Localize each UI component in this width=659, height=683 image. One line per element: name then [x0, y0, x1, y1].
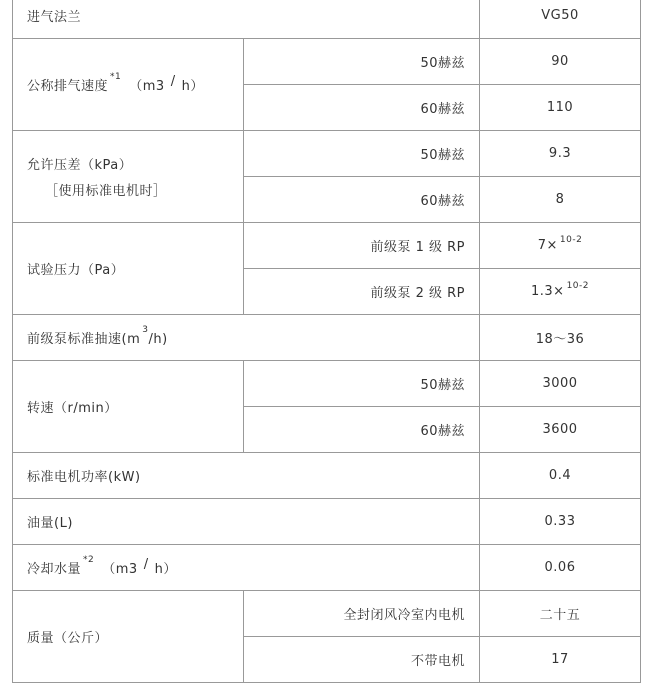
motor-power-value: 0.4 — [480, 453, 641, 499]
rotation-freq-60: 60赫兹 — [244, 407, 480, 453]
unit-slash: / — [143, 557, 149, 572]
cooling-water-label-text: 冷却水量 — [27, 562, 82, 577]
test-pressure-exp-2: 10-2 — [566, 281, 590, 291]
backing-speed-label — [13, 315, 480, 361]
mass-motor-2: 不带电机 — [244, 637, 480, 683]
backing-speed-label-text: 前级泵标准抽速(m — [27, 332, 141, 347]
pumping-speed-value-60: 110 — [480, 85, 641, 131]
unit-open: （m3 — [102, 562, 138, 577]
pressure-diff-value-60: 8 — [480, 177, 641, 223]
table-row — [13, 591, 641, 637]
note-marker: *2 — [83, 555, 95, 565]
test-pressure-label: 试验压力（Pa） — [13, 223, 244, 315]
cooling-water-value: 0.06 — [480, 545, 641, 591]
pressure-diff-freq-50: 50赫兹 — [244, 131, 480, 177]
pressure-diff-label-note: ［使用标准电机时］ — [45, 184, 167, 199]
test-pressure-base-1: 7× — [537, 238, 558, 253]
oil-label: 油量(L) — [13, 499, 480, 545]
pressure-diff-label-text: 允许压差（kPa） — [27, 158, 133, 173]
mass-value-1: 二十五 — [480, 591, 641, 637]
pumping-speed-label-text: 公称排气速度 — [27, 79, 109, 94]
test-pressure-base-2: 1.3× — [531, 284, 565, 299]
note-marker: *1 — [110, 72, 122, 82]
backing-speed-unit: /h) — [148, 332, 168, 347]
table-row — [13, 0, 641, 39]
test-pressure-value-2 — [480, 269, 641, 315]
mass-label: 质量（公斤） — [13, 591, 244, 683]
test-pressure-value-1 — [480, 223, 641, 269]
table-row — [13, 315, 641, 361]
pumping-speed-label — [13, 39, 244, 131]
unit-close: h） — [181, 79, 204, 94]
table-row — [13, 453, 641, 499]
pressure-diff-freq-60: 60赫兹 — [244, 177, 480, 223]
pressure-diff-label — [13, 131, 244, 223]
oil-value: 0.33 — [480, 499, 641, 545]
pressure-diff-value-50: 9.3 — [480, 131, 641, 177]
backing-speed-value: 18～36 — [480, 315, 641, 361]
unit-slash: / — [170, 74, 176, 89]
pumping-speed-freq-50: 50赫兹 — [244, 39, 480, 85]
pumping-speed-value-50: 90 — [480, 39, 641, 85]
table-row — [13, 545, 641, 591]
table-row — [13, 499, 641, 545]
motor-power-label: 标准电机功率(kW) — [13, 453, 480, 499]
mass-motor-1: 全封闭风冷室内电机 — [244, 591, 480, 637]
table-row — [13, 223, 641, 269]
rotation-value-60: 3600 — [480, 407, 641, 453]
rotation-freq-50: 50赫兹 — [244, 361, 480, 407]
test-pressure-exp-1: 10-2 — [559, 235, 583, 245]
cooling-water-label — [13, 545, 480, 591]
table-row — [13, 361, 641, 407]
inlet-flange-value: VG50 — [480, 0, 641, 39]
unit-close: h） — [154, 562, 177, 577]
backing-speed-exp: 3 — [142, 325, 149, 335]
mass-value-2: 17 — [480, 637, 641, 683]
spec-table — [12, 0, 641, 683]
test-pressure-stage-1: 前级泵 1 级 RP — [244, 223, 480, 269]
table-row — [13, 39, 641, 85]
rotation-label: 转速（r/min） — [13, 361, 244, 453]
inlet-flange-label: 进气法兰 — [13, 0, 480, 39]
test-pressure-stage-2: 前级泵 2 级 RP — [244, 269, 480, 315]
table-row — [13, 131, 641, 177]
unit-open: （m3 — [129, 79, 165, 94]
rotation-value-50: 3000 — [480, 361, 641, 407]
pumping-speed-freq-60: 60赫兹 — [244, 85, 480, 131]
